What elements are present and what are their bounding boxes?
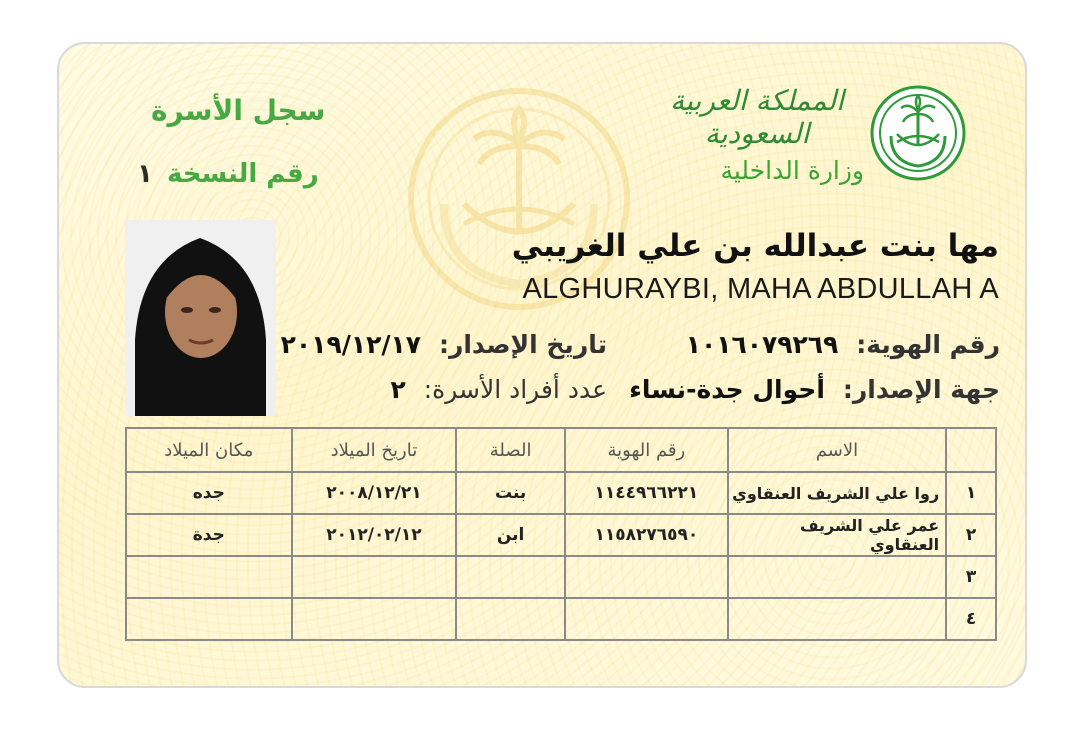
member-relation: ابن [456, 514, 565, 556]
member-id: ١١٥٨٢٧٦٥٩٠ [565, 514, 728, 556]
member-birth-place: جده [126, 472, 292, 514]
table-row [126, 472, 996, 514]
member-relation [456, 598, 565, 640]
member-birth-date [292, 598, 457, 640]
ministry-name: وزارة الداخلية [720, 156, 864, 185]
member-relation: بنت [456, 472, 565, 514]
kingdom-name: المملكة العربية السعودية [670, 84, 844, 150]
issuer-label: جهة الإصدار: [842, 375, 1000, 404]
table-row [126, 598, 996, 640]
member-id [565, 598, 728, 640]
member-birth-place: جدة [126, 514, 292, 556]
issue-date-label: تاريخ الإصدار: [438, 330, 607, 359]
row-index: ٤ [946, 598, 996, 640]
issue-date-value: ٢٠١٩/١٢/١٧ [280, 330, 422, 359]
header-relation: الصلة [456, 428, 565, 472]
family-record-card [57, 42, 1027, 688]
row-index: ٣ [946, 556, 996, 598]
holder-photo [125, 220, 276, 416]
member-name: عمر علي الشريف العنقاوي [728, 514, 946, 556]
member-id: ١١٤٤٩٦٦٢٢١ [565, 472, 728, 514]
row-index: ٢ [946, 514, 996, 556]
member-name [728, 556, 946, 598]
holder-name-english: ALGHURAYBI, MAHA ABDULLAH A [522, 273, 999, 305]
family-members-field [390, 375, 607, 404]
copy-number-value: ١ [137, 159, 153, 189]
portrait-image [125, 220, 276, 416]
table-row [126, 514, 996, 556]
id-number-value: ١٠١٦٠٧٩٢٦٩ [685, 330, 839, 359]
table-row [126, 556, 996, 598]
member-name [728, 598, 946, 640]
copy-number-label: رقم النسخة [167, 159, 319, 189]
header-birth-date: تاريخ الميلاد [292, 428, 457, 472]
header-id: رقم الهوية [565, 428, 728, 472]
saudi-emblem-icon [869, 84, 967, 182]
member-birth-date: ٢٠٠٨/١٢/٢١ [292, 472, 457, 514]
issuer-field [629, 375, 1000, 404]
member-birth-place [126, 556, 292, 598]
row-index: ١ [946, 472, 996, 514]
family-members-table [125, 427, 997, 641]
header-index [946, 428, 996, 472]
member-name: روا علي الشريف العنقاوي [728, 472, 946, 514]
family-members-value: ٢ [390, 375, 406, 404]
document-title: سجل الأسرة [151, 94, 326, 127]
holder-name-arabic: مها بنت عبدالله بن علي الغريبي [511, 228, 999, 264]
id-number-field [686, 330, 1000, 359]
member-birth-date [292, 556, 457, 598]
header-birth-place: مكان الميلاد [126, 428, 292, 472]
header-name: الاسم [728, 428, 946, 472]
issuer-value: أحوال جدة-نساء [629, 375, 825, 404]
member-birth-date: ٢٠١٢/٠٢/١٢ [292, 514, 457, 556]
member-id [565, 556, 728, 598]
id-number-label: رقم الهوية: [856, 330, 1000, 359]
member-birth-place [126, 598, 292, 640]
table-header-row [126, 428, 996, 472]
member-relation [456, 556, 565, 598]
issue-date-field [281, 330, 607, 359]
family-members-label: عدد أفراد الأسرة: [423, 375, 607, 404]
